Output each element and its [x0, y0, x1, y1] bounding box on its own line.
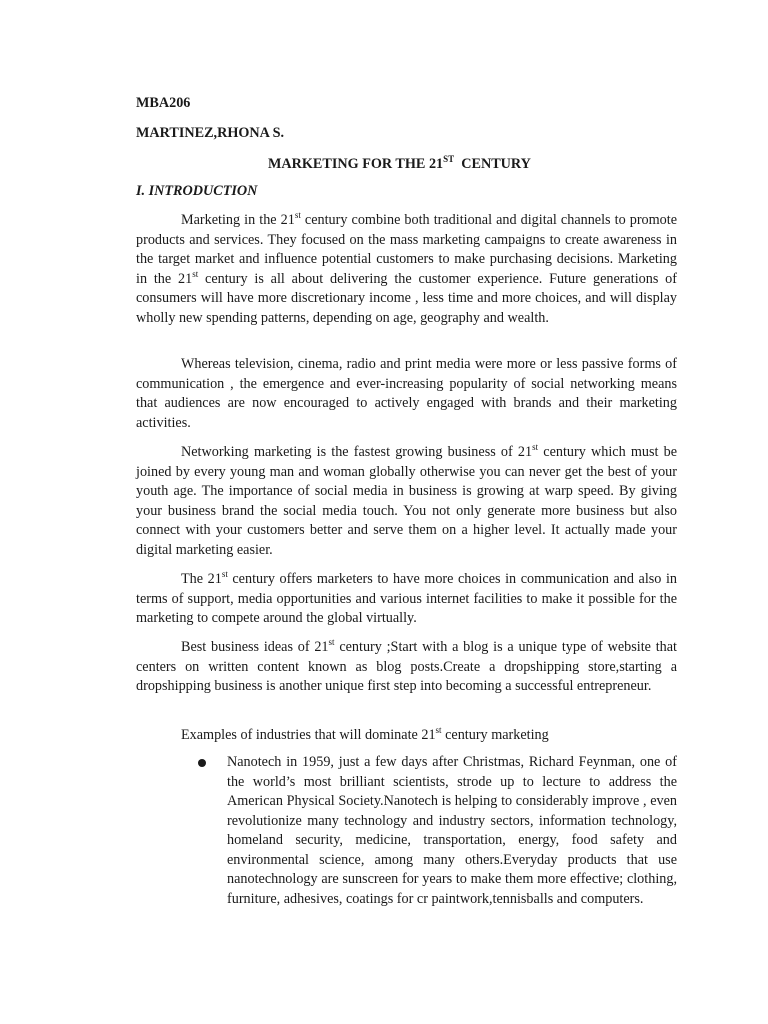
p3-text-b: century which must be joined by every young man and woman globally otherwise you can never get the best of your youth age. The importance of social media in business is growing at warp speed. By giving your business brand the social media touch. You not only generate more business but also connect with your customers better and serve them on a higher level. It actually made your digital marketing easier.: [136, 444, 677, 558]
p6-text-a: Examples of industries that will dominate 21: [181, 727, 436, 743]
paragraph-6: [136, 726, 677, 746]
title-text: MARKETING FOR THE 21: [268, 156, 444, 172]
p4-text-b: century offers marketers to have more choices in communication and also in terms of support, media opportunities and various internet facilities to make it possible for the marketing to compete around the global virtually.: [136, 571, 677, 626]
p1-sup-2: st: [192, 268, 199, 279]
paragraph-2: Whereas television, cinema, radio and print media were more or less passive forms of communication , the emergence and ever-increasing popularity of social networking means that audiences are now encouraged to actively engaged with brands and their marketing activities.: [136, 356, 677, 431]
p4-sup: st: [221, 569, 228, 579]
bullet-item: Nanotech in 1959, just a few days after Christmas, Richard Feynman, one of the world’s most brilliant scientists, strode up to lecture to address the American Physical Society.Nanotech is helping to considerably improve , even revolutionize many technology and industry sectors, information technology, homeland security, medicine, transportation, energy, food safety and environmental science, among many others.Everyday products that use nanotechnology are sunscreen for years to make them more effective; clothing, furniture, adhesives, coatings for cr paintwork,tennisballs and computers.: [227, 754, 677, 907]
p6-text-b: century marketing: [441, 727, 549, 743]
p5-text-a: Best business ideas of 21: [181, 639, 329, 655]
bullet-icon: [198, 759, 206, 767]
p6-sup: st: [435, 725, 442, 735]
p1-text-b: century combine both traditional and digital channels to promote products and services. They focused on the mass marketing campaigns to create awareness in the target market and influence potential customers to make purchasing decisions. Marketing in the 21: [136, 212, 677, 287]
p5-sup: st: [328, 637, 335, 647]
paragraph-4: [136, 570, 677, 629]
p1-text-a: Marketing in the 21: [181, 212, 295, 228]
p1-text-c: century is all about delivering the customer experience. Future generations of consumers will have more discretionary income , less time and more choices, and will display wholly new spending patterns, depending on age, geography and wealth.: [136, 270, 678, 326]
p3-text-a: Networking marketing is the fastest growing business of 21: [181, 444, 533, 460]
paragraph-3: [136, 443, 677, 560]
p1-sup-1: st: [294, 210, 301, 220]
p3-sup: st: [532, 442, 539, 452]
p5-text-b: century ;Start with a blog is a unique type of website that centers on written content known as blog posts.Create a dropshipping store,starting a dropshipping business is another unique first step into becoming a successful entrepreneur.: [136, 639, 677, 694]
section-heading: I. INTRODUCTION: [136, 183, 258, 199]
author-name: MARTINEZ,RHONA S.: [136, 125, 285, 141]
paragraph-1: [136, 211, 677, 328]
title-end: CENTURY: [454, 156, 531, 172]
p4-text-a: The 21: [181, 571, 222, 587]
paragraph-5: [136, 638, 677, 697]
title-superscript: ST: [443, 154, 455, 164]
course-code: MBA206: [136, 95, 191, 111]
document-title: [268, 155, 531, 175]
